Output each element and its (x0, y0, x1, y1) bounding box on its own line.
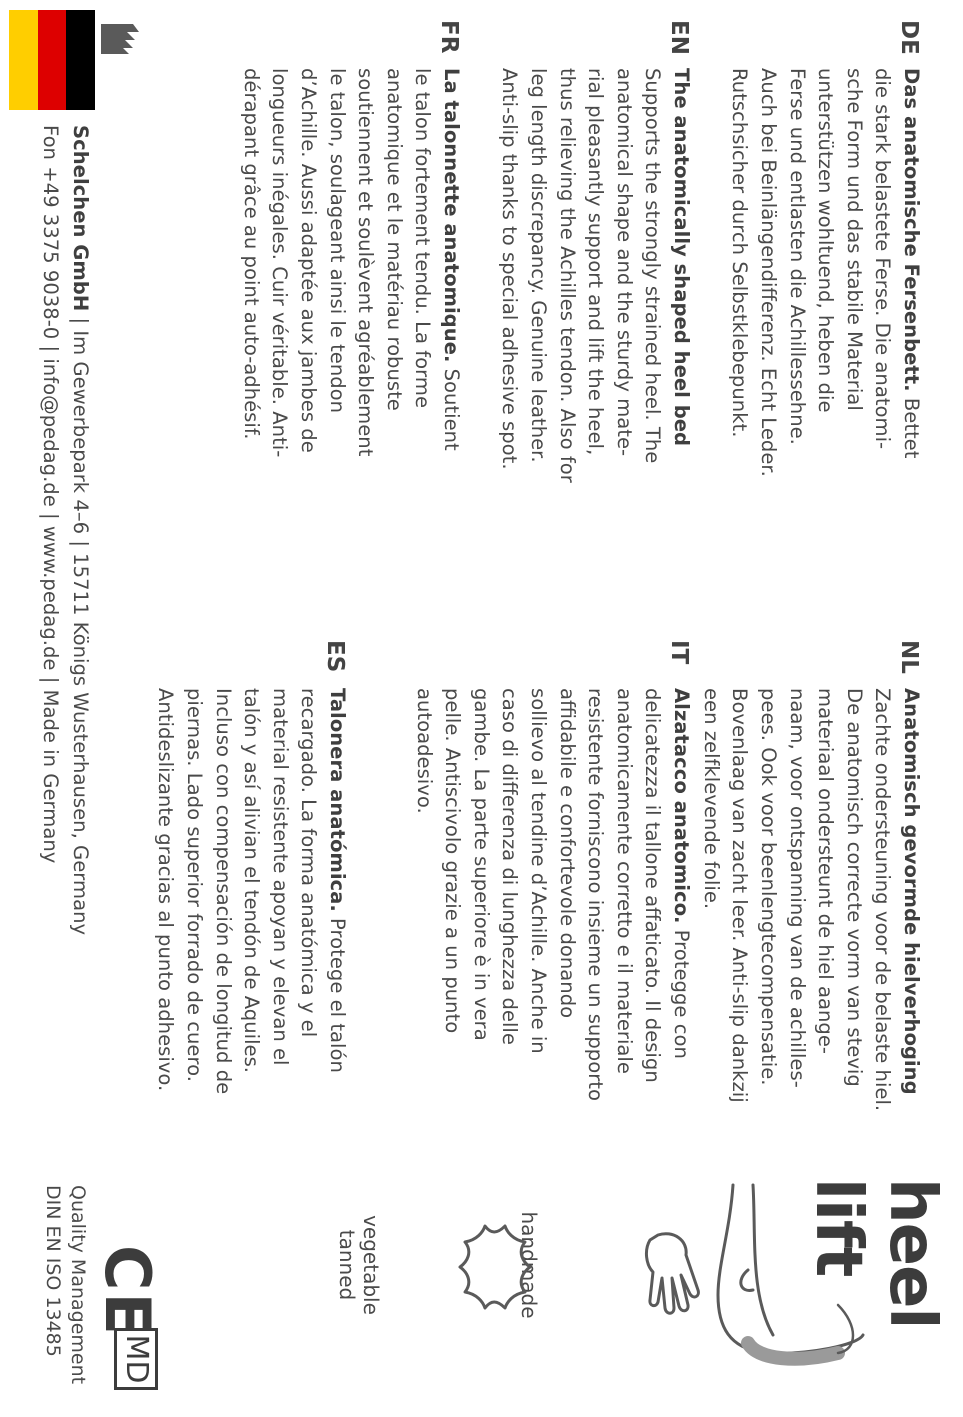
german-flag (9, 10, 95, 110)
body-text: Protege el talón (326, 911, 349, 1073)
separator: | (39, 345, 62, 353)
body-text: die stark belastete Ferse. Die anatomi- (871, 68, 895, 450)
text-line (581, 68, 610, 483)
section-code-de: DE (896, 20, 922, 55)
text-line (523, 688, 552, 1101)
body-text: De anatomisch correcte vorm van stevig (842, 688, 866, 1087)
hand-icon (628, 1220, 708, 1315)
flag-gold-stripe (9, 10, 38, 110)
section-title: La talonnette anatomique. (440, 68, 463, 363)
text-line (666, 688, 695, 1101)
body-text: soutiennent et soulèvent agréablement (354, 68, 378, 457)
body-text: delicatezza il tallone affaticato. Il design (641, 688, 665, 1083)
body-text: Auch bei Beinlängendifferenz. Echt Leder. (757, 68, 781, 477)
body-text: leg length discrepancy. Genuine leather. (527, 68, 551, 463)
body-text: autoadesivo. (412, 688, 436, 814)
phone: Fon +49 3375 9038-0 (39, 125, 62, 340)
product-title: heel lift (801, 1178, 949, 1329)
section-text-de (725, 68, 925, 477)
text-line (523, 68, 552, 483)
body-text: Soutient (440, 362, 463, 451)
ce-mark: CE (91, 1245, 164, 1337)
section-text-it (409, 688, 695, 1101)
text-line (294, 688, 323, 1094)
city: 15711 Königs Wusterhausen, Germany (69, 553, 92, 936)
body-text: een zelfklevende folie. (699, 688, 723, 910)
text-line (638, 68, 667, 483)
quality-management (40, 1185, 90, 1405)
body-text: materiaal ondersteunt de hiel aange- (814, 688, 838, 1054)
section-title: Alzatacco anatomico. (670, 688, 693, 924)
text-line (438, 688, 467, 1101)
website-link[interactable]: www.pedag.de (39, 525, 62, 671)
text-line (609, 68, 638, 483)
text-line (208, 688, 237, 1094)
body-text: d’Achille. Aussi adaptée aux jambes de (297, 68, 321, 453)
body-text: sche Form und das stabile Material (842, 68, 866, 411)
text-line (811, 68, 840, 477)
text-line (265, 688, 294, 1094)
text-line (552, 688, 581, 1101)
text-line (322, 68, 351, 457)
text-line (409, 688, 438, 1101)
section-code-es: ES (322, 640, 348, 673)
text-line (495, 68, 524, 483)
separator: | (69, 540, 92, 547)
text-line (466, 688, 495, 1101)
section-text-en (495, 68, 695, 483)
body-text: sollievo al tendine d’Achille. Anche in (527, 688, 551, 1054)
vegetable-label: vegetable (359, 1215, 383, 1315)
body-text: Protegge con (670, 923, 693, 1059)
email-link[interactable]: info@pedag.de (39, 358, 62, 507)
section-title: The anatomically shaped heel bed (670, 68, 693, 447)
leather-hide-icon (455, 1222, 535, 1312)
body-text: gambe. La parte superiore è in vera (469, 688, 493, 1041)
section-text-fr (236, 68, 465, 457)
footer-line-2 (35, 125, 65, 863)
text-line (896, 68, 925, 477)
text-line (725, 688, 754, 1111)
text-line (495, 688, 524, 1101)
section-text-es (151, 688, 351, 1094)
body-text: Zachte ondersteuning voor de belaste hiel. (871, 688, 895, 1112)
heel-foot-icon (703, 1175, 868, 1385)
footer-line-1 (65, 125, 95, 935)
text-line (236, 68, 265, 457)
text-line (782, 688, 811, 1111)
text-line (638, 688, 667, 1101)
body-text: le talon, soulageant ainsi le tendon (325, 68, 349, 414)
text-line (436, 68, 465, 457)
text-line (351, 68, 380, 457)
section-text-nl (696, 688, 925, 1111)
text-line (839, 688, 868, 1111)
text-line (896, 688, 925, 1111)
text-line (753, 688, 782, 1111)
made-in: Made in Germany (39, 689, 62, 864)
body-text: unterstützen wohltuend, heben die (814, 68, 838, 413)
text-line (552, 68, 581, 483)
body-text: material resistente apoyan y elevan el (268, 688, 292, 1066)
text-line (322, 688, 351, 1094)
body-text: Bovenlaag van zacht leer. Anti-slip dankzij (728, 688, 752, 1103)
text-line (666, 68, 695, 483)
body-text: Incluso con compensación de longitud de (211, 688, 235, 1095)
section-code-fr: FR (436, 20, 462, 54)
body-text: thus relieving the Achilles tendon. Also for (555, 68, 579, 483)
text-line (753, 68, 782, 477)
text-line (408, 68, 437, 457)
body-text: pees. Ook voor beenlengtecompensatie. (757, 688, 781, 1086)
text-line (782, 68, 811, 477)
body-text: caso di differenza di lunghezza delle (498, 688, 522, 1045)
handmade-label: handmade (517, 1211, 541, 1319)
section-title: Talonera anatómica. (326, 688, 349, 912)
separator: | (69, 317, 92, 325)
quality-line-2: DIN EN ISO 13485 (42, 1185, 64, 1357)
quality-line-1: Quality Management (67, 1185, 89, 1385)
section-code-en: EN (666, 20, 692, 55)
body-text: dérapant grâce au point auto-adhésif. (239, 68, 263, 440)
body-text: piernas. Lado superior forrado de cuero. (183, 688, 207, 1082)
text-line (265, 68, 294, 457)
body-text: talón y así alivian el tendón de Aquiles. (240, 688, 264, 1074)
section-code-it: IT (666, 640, 692, 665)
body-text: le talon fortement tendu. La forme (411, 68, 435, 409)
text-line (237, 688, 266, 1094)
body-text: Antideslizante gracias al punto adhesivo. (154, 688, 178, 1092)
separator: | (39, 513, 62, 520)
body-text: resistente forniscono insieme un supporto (584, 688, 608, 1101)
text-line (811, 688, 840, 1111)
body-text: naam, voor ontspanning van de achilles- (785, 688, 809, 1088)
factory-logo-icon (101, 22, 141, 56)
text-line (609, 688, 638, 1101)
text-line (379, 68, 408, 457)
section-title: Anatomisch gevormde hielverhoging (900, 688, 923, 1095)
flag-red-stripe (38, 10, 67, 110)
body-text: Ferse und entlasten die Achillessehne. (785, 68, 809, 445)
text-line (696, 688, 725, 1111)
company-name: Schelchen GmbH (69, 125, 92, 312)
section-code-nl: NL (896, 640, 922, 674)
body-text: Supports the strongly strained heel. The (641, 68, 665, 464)
section-title: Das anatomische Fersenbett. (900, 68, 923, 392)
body-text: recargado. La forma anatómica y el (297, 688, 321, 1038)
body-text: Anti-slip thanks to special adhesive spot. (498, 68, 522, 470)
text-line (151, 688, 180, 1094)
separator: | (39, 676, 62, 684)
text-line (581, 688, 610, 1101)
address: Im Gewerbepark 4–6 (69, 330, 92, 535)
body-text: longueurs inégales. Cuir véritable. Anti- (268, 68, 292, 458)
text-line (839, 68, 868, 477)
body-text: Rutschsicher durch Selbstklebepunkt. (728, 68, 752, 438)
body-text: rial pleasantly support and lift the heel, (584, 68, 608, 456)
text-line (725, 68, 754, 477)
body-text: anatomique et le matériau robuste (382, 68, 406, 411)
body-text: affidabile e confortevole donando (555, 688, 579, 1019)
body-text: Bettet (900, 391, 923, 459)
vegetable-tanned-label (335, 1200, 383, 1330)
text-line (868, 688, 897, 1111)
md-mark: MD (114, 1328, 158, 1390)
body-text: anatomicamente corretto e il materiale (612, 688, 636, 1074)
body-text: anatomical shape and the sturdy mate- (612, 68, 636, 457)
flag-black-stripe (66, 10, 95, 110)
body-text: pelle. Antiscivolo grazie a un punto (441, 688, 465, 1034)
text-line (293, 68, 322, 457)
text-line (868, 68, 897, 477)
text-line (179, 688, 208, 1094)
tanned-label: tanned (335, 1229, 359, 1301)
